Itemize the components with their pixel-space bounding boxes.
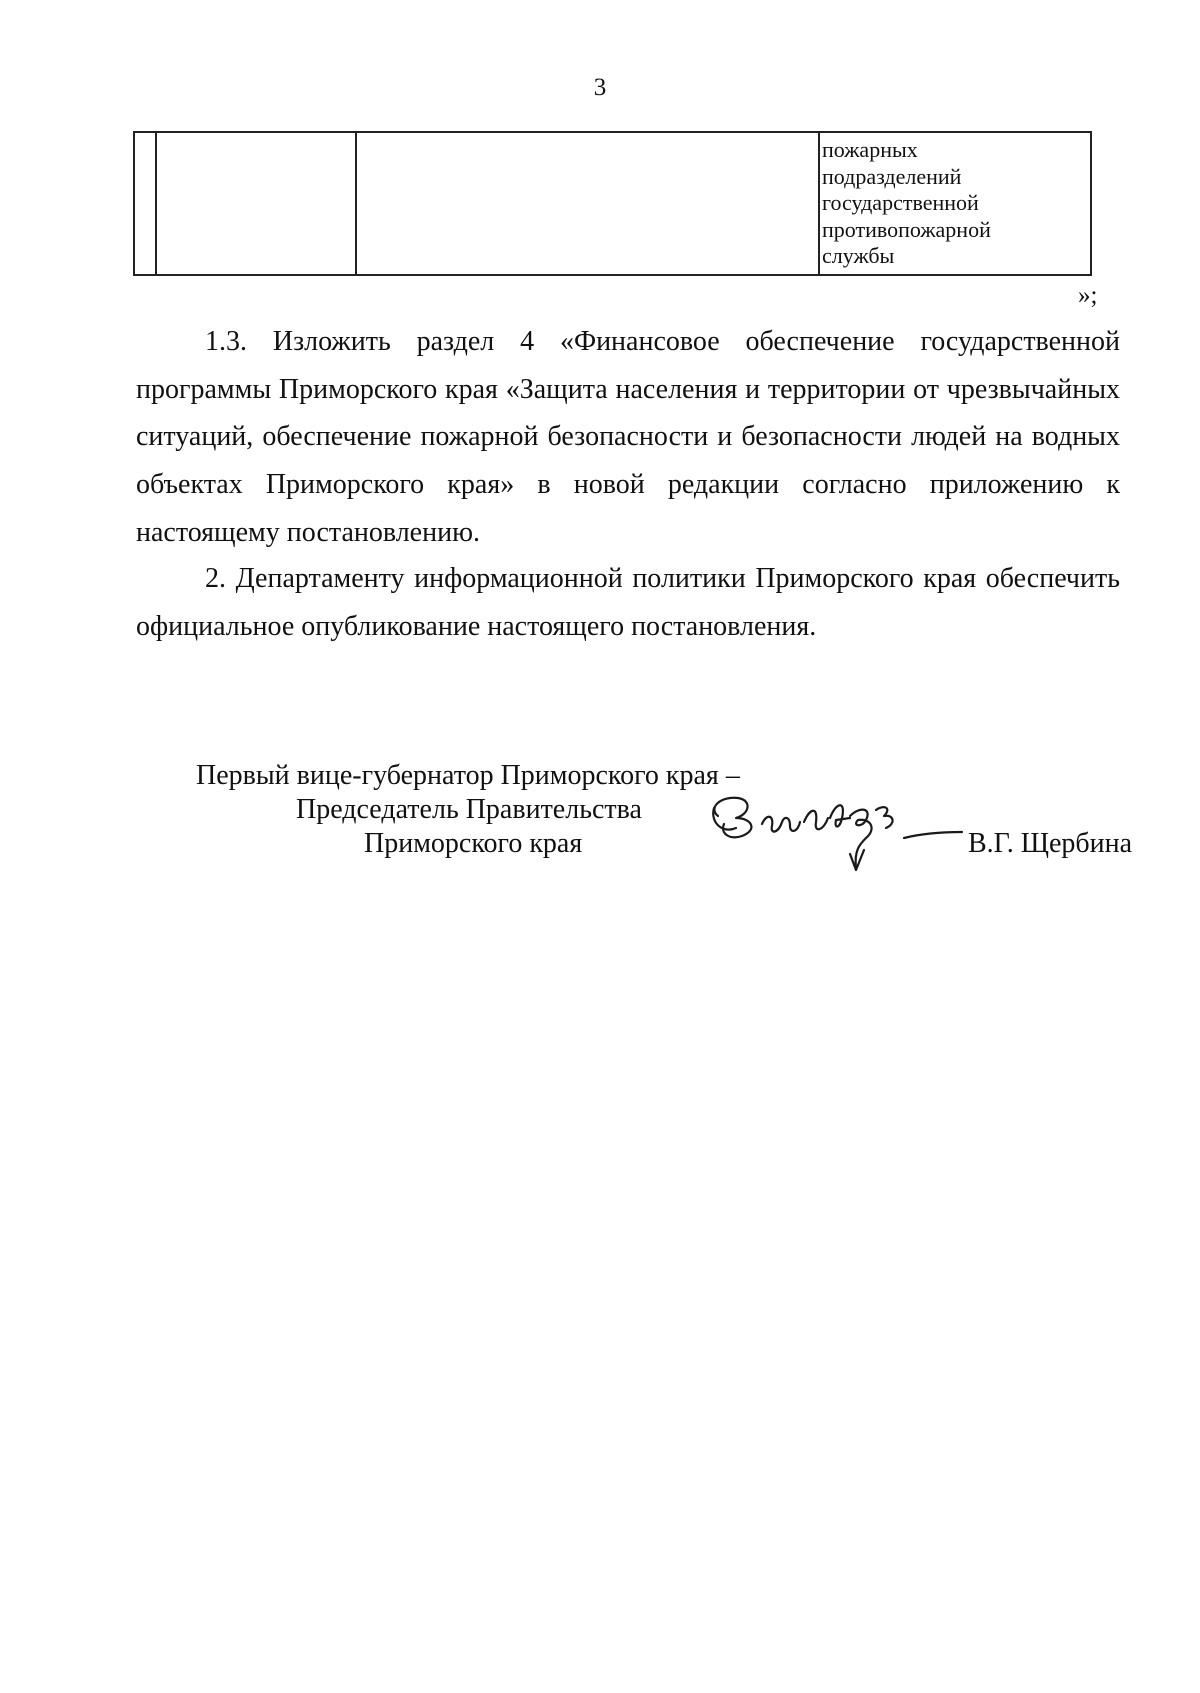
paragraph-2: 2. Департаменту информационной политики Приморского края обеспечить официальное опубликование настоящего постановления. <box>136 563 1120 642</box>
signatory-position-line3: Приморского края <box>364 828 583 859</box>
table-cell-fire-service <box>819 132 1091 275</box>
continuation-table <box>133 131 1092 276</box>
table-cell-empty-1 <box>134 132 156 275</box>
paragraph-1-3: 1.3. Изложить раздел 4 «Финансовое обеспечение государственной программы Приморского края «Защита населения и территории от чрезвычайных ситуаций, обеспечение пожарной безопасности и безопасности людей на водных объектах Приморского края» в новой редакции согласно приложению к настоящему постановлению. <box>136 326 1120 548</box>
signatory-name: В.Г. Щербина <box>968 828 1133 859</box>
handwritten-signature <box>700 778 970 878</box>
table-row <box>134 132 1091 275</box>
signatory-position-line1: Первый вице-губернатор Приморского края – <box>196 760 740 791</box>
table-cell-text: пожарных подразделений государственной противопожарной службы <box>822 137 991 268</box>
signatory-position-line2: Председатель Правительства <box>296 794 642 825</box>
table-cell-empty-3 <box>356 132 819 275</box>
page-number: 3 <box>593 74 607 101</box>
closing-quote: »; <box>1078 282 1098 309</box>
table-cell-empty-2 <box>156 132 356 275</box>
